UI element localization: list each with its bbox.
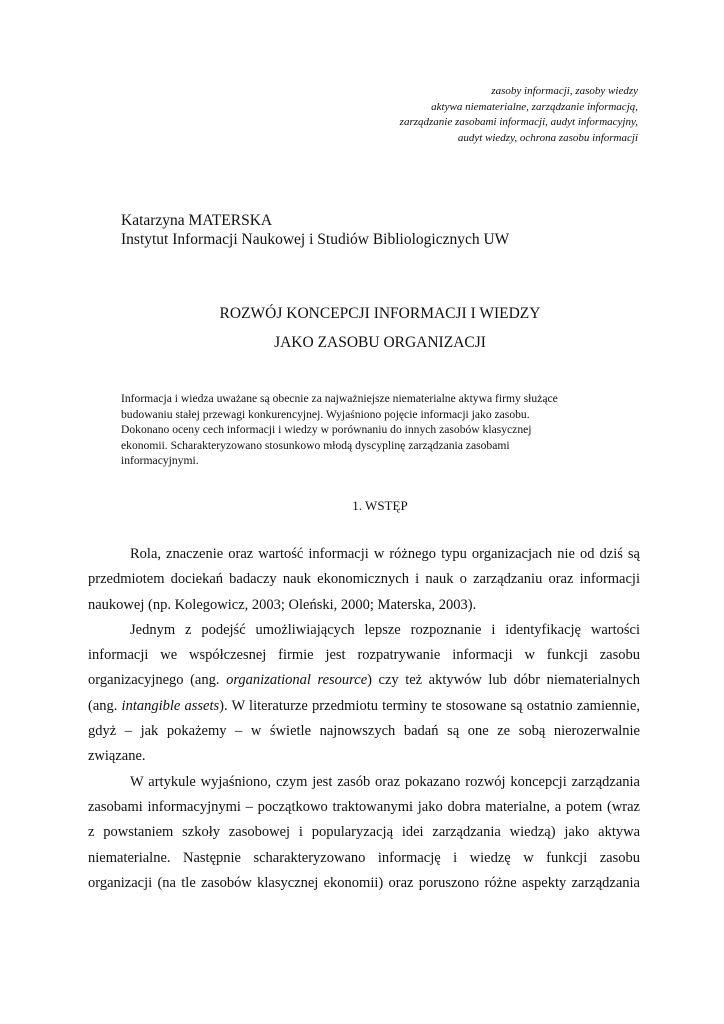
author-name: Katarzyna MATERSKA <box>121 212 273 229</box>
paragraph-line: zasobami informacyjnymi – początkowo traktowanymi jako dobra materialne, a potem (wraz <box>88 798 640 815</box>
paragraph-line: naukowej (np. Kolegowicz, 2003; Oleński, 2000; Materska, 2003). <box>88 596 477 613</box>
paragraph-line: W artykule wyjaśniono, czym jest zasób oraz pokazano rozwój koncepcji zarządzania <box>130 773 640 790</box>
paragraph-line: związane. <box>88 748 146 765</box>
paragraph-line: Rola, znaczenie oraz wartość informacji w różnego typu organizacjach nie od dziś są <box>130 546 640 562</box>
keywords-line: audyt wiedzy, ochrona zasobu informacji <box>457 131 638 144</box>
italic-term: organizational resource <box>226 672 368 689</box>
keywords-line: zarządzanie zasobami informacji, audyt informacyjny, <box>399 116 638 128</box>
body-text <box>88 542 640 896</box>
section-heading-text: 1. WSTĘP <box>352 498 408 513</box>
paragraph-line: informacji we współczesnej firmie jest rozpatrywanie informacji w funkcji zasobu <box>88 647 640 664</box>
paragraph-line: gdyż – jak pokażemy – w świetle najnowszych badań są one ze sobą nierozerwalnie <box>88 723 640 740</box>
author-affiliation: Instytut Informacji Naukowej i Studiów Bibliologicznych UW <box>121 231 510 248</box>
text-run: ). W literaturze przedmiotu terminy te stosowane są ostatnio zamiennie, <box>219 697 641 714</box>
paragraph-line <box>88 694 640 719</box>
abstract-line: Informacja i wiedza uważane są obecnie za najważniejsze niematerialne aktywa firmy służące <box>121 392 558 405</box>
keywords-line: aktywa niematerialne, zarządzanie informacją, <box>431 100 638 113</box>
paragraph-line <box>88 668 640 693</box>
abstract-line: Dokonano oceny cech informacji i wiedzy w porównaniu do innych zasobów klasycznej <box>121 423 532 436</box>
section-heading <box>0 497 724 515</box>
abstract <box>121 391 611 469</box>
title-line: ROZWÓJ KONCEPCJI INFORMACJI I WIEDZY <box>219 305 541 322</box>
paragraph-line: Jednym z podejść umożliwiających lepsze rozpoznanie i identyfikację wartości <box>130 621 640 638</box>
text-run: ) czy też aktywów lub dóbr niematerialnych <box>367 672 640 689</box>
text-run: (ang. <box>88 697 122 714</box>
abstract-line: budowaniu stałej przewagi konkurencyjnej. Wyjaśniono pojęcie informacji jako zasobu. <box>121 407 530 421</box>
keywords-block <box>218 84 638 146</box>
title-line: JAKO ZASOBU ORGANIZACJI <box>274 334 486 351</box>
paragraph-line: z powstaniem szkoły zasobowej i popularyzacją idei zarządzania wiedzą) jako aktywa <box>88 824 640 841</box>
paragraph-line: niematerialne. Następnie scharakteryzowano informację i wiedzę w funkcji zasobu <box>88 849 640 866</box>
abstract-line: informacyjnymi. <box>121 454 199 467</box>
abstract-line: ekonomii. Scharakteryzowano stosunkowo młodą dyscyplinę zarządzania zasobami <box>121 438 510 452</box>
keywords-line: zasoby informacji, zasoby wiedzy <box>491 85 638 97</box>
author-block <box>121 211 509 249</box>
paragraph-line: organizacji (na tle zasobów klasycznej ekonomii) oraz poruszono różne aspekty zarządzania <box>88 874 640 891</box>
article-title <box>0 299 724 357</box>
paragraph-line: przedmiotem dociekań badaczy nauk ekonomicznych i nauk o zarządzaniu oraz informacji <box>88 571 640 588</box>
italic-term: intangible assets <box>121 697 220 714</box>
text-run: organizacyjnego (ang. <box>88 672 227 689</box>
